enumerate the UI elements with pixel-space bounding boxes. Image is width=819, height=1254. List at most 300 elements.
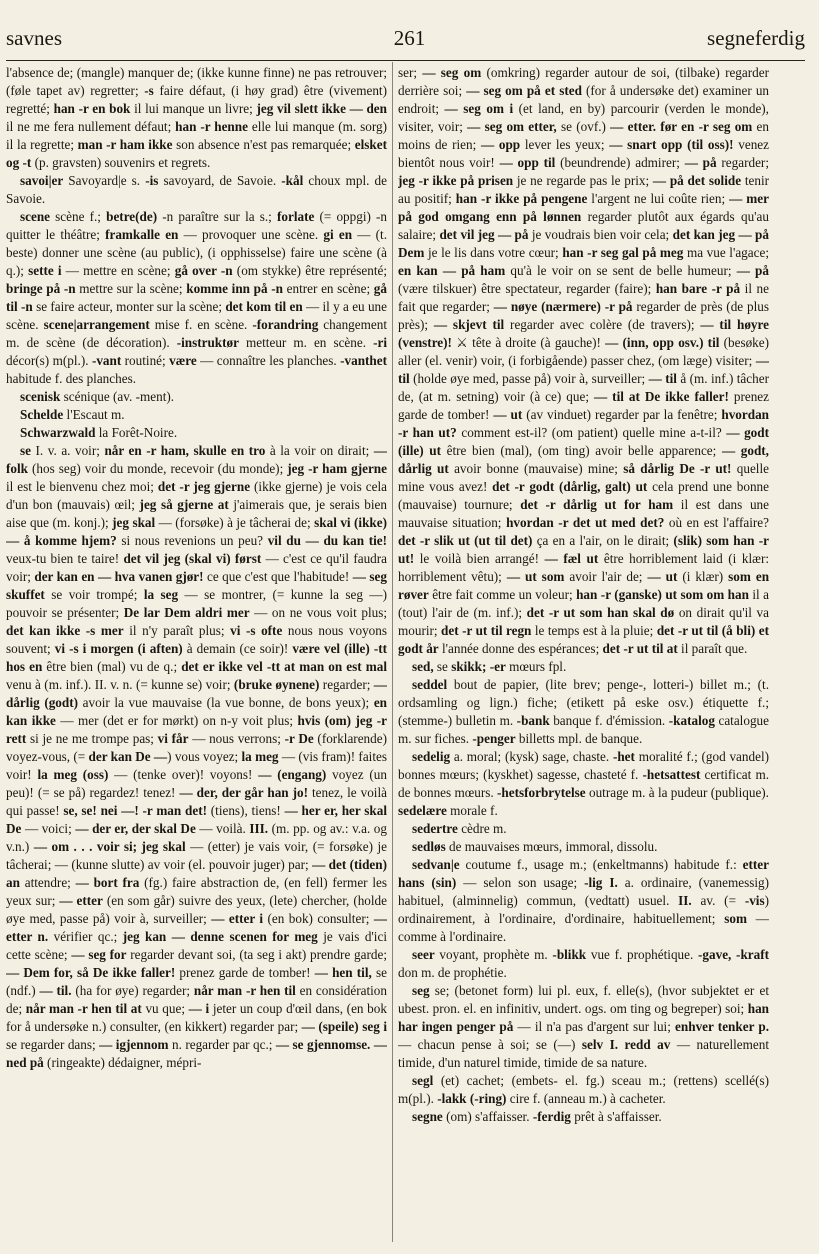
entry-text: scénique (av. -ment). bbox=[60, 389, 175, 404]
entry-text: à demain (ce soir)! bbox=[182, 641, 293, 656]
headword-phrase: når man -r hen til at bbox=[25, 1001, 142, 1016]
entry-text: avoir l'air de; bbox=[564, 569, 648, 584]
entry-text: mœurs fpl. bbox=[505, 659, 567, 674]
headword-phrase: Schwarzwald bbox=[20, 425, 96, 440]
entry-text: (om) s'affaisser. bbox=[442, 1109, 533, 1124]
headword-phrase: se, se! nei —! -r man det! bbox=[63, 803, 207, 818]
headword-phrase: — opp til bbox=[499, 155, 556, 170]
headword-phrase: bringe på -n bbox=[6, 281, 76, 296]
entry-text: la Forêt-Noire. bbox=[95, 425, 178, 440]
entry-text: — mettre en scène; bbox=[61, 263, 175, 278]
headword-phrase: så dårlig De -r ut! bbox=[623, 461, 732, 476]
entry-text: prêt à s'affaisser. bbox=[570, 1109, 662, 1124]
headword-phrase: han -r ikke på pengene bbox=[455, 191, 588, 206]
headword-phrase: — der er, der skal De bbox=[75, 821, 196, 836]
headword-phrase: — mer på god omgang enn på lønnen bbox=[398, 191, 769, 224]
headword-phrase: -r på bbox=[604, 299, 633, 314]
headword-phrase: segl bbox=[412, 1073, 434, 1088]
dictionary-entry bbox=[398, 946, 769, 982]
headword-phrase: hvis (om) jeg -r rett bbox=[6, 713, 387, 746]
entry-text: qu'à le voir on se sent de belle humeur; bbox=[505, 263, 737, 278]
entry-text: — (vis fram)! faites voir! bbox=[6, 749, 387, 782]
entry-text: regarder avec colère (de travers); bbox=[504, 317, 701, 332]
entry-text: — (tenke over)! voyons! bbox=[108, 767, 259, 782]
entry-text: il a (tout) l'air de (m. inf.); bbox=[398, 587, 769, 620]
entry-text: (for å undersøke det) examiner un endroit; bbox=[398, 83, 769, 116]
page-number: 261 bbox=[393, 26, 426, 50]
dictionary-entry bbox=[398, 64, 769, 658]
entry-text: où en est l'affaire? bbox=[664, 515, 769, 530]
entry-text: ⚔ tête à droite (à gauche)! bbox=[451, 335, 606, 350]
entry-text: être horriblement laid (i klær: horriblement vêtu); bbox=[398, 551, 769, 584]
entry-text: prenez garde de tomber! bbox=[398, 389, 769, 422]
headword-phrase: — snart opp (til oss)! bbox=[609, 137, 734, 152]
headword-phrase: — i bbox=[188, 1001, 210, 1016]
entry-text: metteur m. en scène. bbox=[238, 335, 374, 350]
headword-phrase: jeg -r ikke på prisen bbox=[398, 173, 514, 188]
entry-text: — comme à l'ordinaire. bbox=[398, 911, 769, 944]
headword-phrase: — seg skuffet bbox=[6, 569, 387, 602]
headword-phrase: — nøye (nærmere) bbox=[493, 299, 601, 314]
headword-phrase: komme inn på -n bbox=[186, 281, 283, 296]
headword-phrase: -s bbox=[144, 83, 154, 98]
entry-text: (være tilskuer) être spectateur, regarder (faire); bbox=[398, 281, 656, 296]
entry-text: son absence n'est pas remarquée; bbox=[172, 137, 355, 152]
entry-text: mise f. en scène. bbox=[149, 317, 253, 332]
dictionary-entry bbox=[398, 820, 769, 838]
entry-text: — naturellement timide, d'un naturel timide, timide de sa nature. bbox=[398, 1037, 769, 1070]
headword-phrase: — seg om etter, bbox=[467, 119, 557, 134]
headword-phrase: hvordan -r han ut? bbox=[398, 407, 769, 440]
headword-phrase: — fæl ut bbox=[544, 551, 599, 566]
dictionary-entry bbox=[6, 388, 387, 406]
entry-text: si je ne me trompe pas; bbox=[26, 731, 158, 746]
dictionary-entry bbox=[398, 658, 769, 676]
headword-phrase: -penger bbox=[472, 731, 516, 746]
entry-text: (holde øye med, passe på) voir à, surveiller; bbox=[409, 371, 649, 386]
headword-phrase: — godt, dårlig ut bbox=[398, 443, 769, 476]
entry-text: cire f. (anneau m.) à cacheter. bbox=[506, 1091, 666, 1106]
entry-text: décor(s) m(pl.). bbox=[6, 353, 92, 368]
entry-text: (beundrende) admirer; bbox=[555, 155, 685, 170]
entry-text: se voir trompé; bbox=[44, 587, 144, 602]
entry-text: avoir bonne (mauvaise) mine; bbox=[448, 461, 624, 476]
headword-phrase: sed, bbox=[412, 659, 434, 674]
entry-text: (p. gravsten) souvenirs et regrets. bbox=[31, 155, 211, 170]
headword-phrase: — hen til, bbox=[314, 965, 372, 980]
entry-text: (m. pp. og av.: v.a. og v.n.) bbox=[6, 821, 387, 854]
headword-phrase: -gave, -kraft bbox=[698, 947, 769, 962]
dictionary-entry bbox=[398, 676, 769, 748]
entry-text: n. regarder par qc.; bbox=[168, 1037, 276, 1052]
entry-text: — (etter) je vais voir, (= forsøke) je tâcherai; — (kunne slutte) av voir (el. pouvoir juger) par; bbox=[6, 839, 387, 872]
headword-phrase: -hetsforbrytelse bbox=[497, 785, 586, 800]
headword-phrase: (bruke øynene) bbox=[233, 677, 320, 692]
headword-phrase: -blikk bbox=[552, 947, 587, 962]
headword-phrase: -het bbox=[612, 749, 635, 764]
headword-phrase: en kan ikke bbox=[6, 695, 387, 728]
headword-phrase: — etter n. bbox=[6, 911, 387, 944]
entry-text: avoir la vue mauvaise (la vue bonne, de bons yeux); bbox=[78, 695, 374, 710]
entry-text: être fait comme un voleur; bbox=[428, 587, 577, 602]
headword-phrase: vi -s i morgen (i aften) bbox=[54, 641, 183, 656]
headword-phrase: — etter bbox=[59, 893, 103, 908]
headword-phrase: — om . . . voir si; jeg skal bbox=[33, 839, 186, 854]
entry-text: il paraît que. bbox=[677, 641, 748, 656]
entry-text: moralité f.; (god vandel) bonnes mœurs; (kyskhet) sagesse, chasteté f. bbox=[398, 749, 769, 782]
entry-text: nous nous voyons souvent; bbox=[6, 623, 387, 656]
headword-phrase: — til. bbox=[39, 983, 72, 998]
entry-text: regarder devant soi, (ta seg i akt) prendre garde; bbox=[126, 947, 387, 962]
entry-text: si nous revenions un peu? bbox=[116, 533, 268, 548]
entry-text: — chacun pense à soi; se (—) bbox=[398, 1037, 582, 1052]
headword-phrase: — bort fra bbox=[75, 875, 140, 890]
headword-phrase: han bare -r på bbox=[655, 281, 741, 296]
entry-text: comment est-il? (om patient) quelle mine a-t-il? bbox=[456, 425, 727, 440]
entry-text: voyant, prophète m. bbox=[434, 947, 553, 962]
headword-phrase: scenisk bbox=[20, 389, 61, 404]
entry-text: routiné; bbox=[121, 353, 170, 368]
entry-text: a. ordinaire, (vanemessig) habituel, (alminnelig) commun, (vedtatt) usuel. bbox=[398, 875, 769, 908]
entry-text: banque f. d'émission. bbox=[549, 713, 669, 728]
entry-text: (av vinduet) regarder par la fenêtre; bbox=[522, 407, 722, 422]
headword-phrase: jeg så gjerne at bbox=[139, 497, 229, 512]
entry-text: catalogue m. sur fiches. bbox=[398, 713, 769, 746]
headword-phrase: han har ingen penger på bbox=[398, 1001, 769, 1034]
entry-text: attendre; bbox=[19, 875, 76, 890]
entry-text: av. (= bbox=[691, 893, 745, 908]
entry-text: (en bok) consulter; bbox=[263, 911, 374, 926]
entry-text: — on ne vous voit plus; bbox=[249, 605, 387, 620]
headword-phrase: savoi|er bbox=[20, 173, 64, 188]
entry-text: je ne regarde pas le prix; bbox=[513, 173, 653, 188]
headword-phrase: det -r ut til regn bbox=[441, 623, 532, 638]
entry-text: — c'est ce qu'il faudra voir; bbox=[6, 551, 387, 584]
entry-text: — voilà. bbox=[195, 821, 250, 836]
headword-phrase: det -r ut som han skal dø bbox=[526, 605, 675, 620]
entry-text: changement m. de scène (de décoration). bbox=[6, 317, 387, 350]
entry-text: choux mpl. de Savoie. bbox=[6, 173, 387, 206]
entry-text: ) ordinairement, à l'ordinaire, d'ordinaire, habituellement; bbox=[398, 893, 769, 926]
headword-phrase: — på bbox=[736, 263, 769, 278]
entry-text: il ne me fera nullement défaut; bbox=[6, 119, 176, 134]
headword-phrase: skal vi (ikke) — å komme hjem? bbox=[6, 515, 387, 548]
entry-text: ser; bbox=[398, 65, 423, 80]
entry-text: je le lis dans votre cœur; bbox=[424, 245, 563, 260]
entry-text: en considération de; bbox=[6, 983, 387, 1016]
headword-phrase: gå til -n bbox=[6, 281, 387, 314]
right-guide-word: segneferdig bbox=[707, 26, 805, 50]
headword-phrase: selv I. redd av bbox=[581, 1037, 671, 1052]
entry-text: don m. de prophétie. bbox=[398, 965, 507, 980]
headword-phrase: han -r seg gal på meg bbox=[562, 245, 684, 260]
entry-text: l'argent ne lui coûte rien; bbox=[587, 191, 730, 206]
headword-phrase: -ferdig bbox=[532, 1109, 571, 1124]
entry-text: regarder plutôt aux égards qu'au salaire; bbox=[398, 209, 769, 242]
headword-phrase: gi en bbox=[323, 227, 353, 242]
column-divider bbox=[392, 62, 393, 1242]
headword-phrase: la seg bbox=[143, 587, 179, 602]
headword-phrase: — der, der går han jo! bbox=[179, 785, 308, 800]
entry-text: jeter un coup d'œil dans, (en bok for å undersøke n.) consulter, (en kikkert) regarder par; bbox=[6, 1001, 387, 1034]
headword-phrase: jeg kan — denne scenen for meg bbox=[122, 929, 318, 944]
dictionary-entry bbox=[6, 406, 387, 424]
entry-text: — (t. beste) donner une scène (au public), (i opphisselse) faire une scène (à q.); bbox=[6, 227, 387, 278]
entry-text: cela prend une bonne (mauvaise) tournure; bbox=[398, 479, 769, 512]
entry-text: le temps est à la pluie; bbox=[531, 623, 657, 638]
headword-phrase: De lar Dem aldri mer bbox=[123, 605, 250, 620]
entry-text: le voilà bien arrangé! bbox=[414, 551, 545, 566]
headword-phrase: som bbox=[724, 911, 747, 926]
headword-phrase: vil du — du kan tie! bbox=[267, 533, 387, 548]
headword-phrase: forlate bbox=[276, 209, 315, 224]
headword-phrase: man -r ham ikke bbox=[77, 137, 173, 152]
entry-text: quelle mine vous avez! bbox=[398, 461, 769, 494]
headword-phrase: — til bbox=[648, 371, 677, 386]
headword-phrase: det -r ut til at bbox=[602, 641, 678, 656]
dictionary-entry bbox=[398, 982, 769, 1072]
left-guide-word: savnes bbox=[6, 26, 62, 50]
headword-phrase: -vis bbox=[744, 893, 765, 908]
entry-text: se (ovf.) bbox=[556, 119, 611, 134]
headword-phrase: betre(de) bbox=[106, 209, 158, 224]
headword-phrase: -r De bbox=[284, 731, 314, 746]
entry-text: (om stykke) être représenté; bbox=[232, 263, 387, 278]
dictionary-entry bbox=[6, 208, 387, 388]
entry-text: — selon son usage; bbox=[456, 875, 585, 890]
headword-phrase: — (speile) seg i bbox=[301, 1019, 387, 1034]
entry-text: — voici; bbox=[21, 821, 76, 836]
headword-phrase: sedløs bbox=[412, 839, 446, 854]
headword-phrase: være bbox=[169, 353, 197, 368]
headword-phrase: — Dem for, så De ikke faller! bbox=[6, 965, 176, 980]
entry-text: habitude f. des planches. bbox=[6, 371, 137, 386]
entry-text: mettre sur la scène; bbox=[75, 281, 187, 296]
headword-phrase: framkalle en bbox=[105, 227, 179, 242]
headword-phrase: det -r dårlig ut for ham bbox=[520, 497, 674, 512]
entry-text: — mer (det er for mørkt) on n-y voit plus; bbox=[55, 713, 298, 728]
headword-phrase: — seg om bbox=[422, 65, 482, 80]
headword-phrase: seddel bbox=[412, 677, 448, 692]
entry-text: — provoquer une scène. bbox=[178, 227, 324, 242]
entry-text: se; (betonet form) lui pl. eux, f. elle(s), (hvor subjektet er et ubest. pron. el. en infinitiv, undert. ogs. om ting og begreper) soi; bbox=[398, 983, 769, 1016]
headword-phrase: -bank bbox=[516, 713, 550, 728]
entry-text: venu à (m. inf.). II. v. n. (= kunne se) voir; bbox=[6, 677, 234, 692]
headword-phrase: være vel (ille) -tt hos en bbox=[6, 641, 387, 674]
headword-phrase: — på det solide bbox=[652, 173, 742, 188]
entry-text: (et) cachet; (embets- el. fg.) sceau m.; (rettens) scellé(s) m(pl.). bbox=[398, 1073, 769, 1106]
headword-phrase: -instruktør bbox=[176, 335, 239, 350]
headword-phrase: sette i bbox=[28, 263, 62, 278]
entry-text: l'absence de; (mangle) manquer de; (ikke kunne finne) ne pas retrouver; (føle tapet av) regretter; bbox=[6, 65, 387, 98]
headword-phrase: — til at De ikke faller! bbox=[593, 389, 729, 404]
headword-phrase: etter hans (sin) bbox=[398, 857, 769, 890]
entry-text: en moins de rien; bbox=[398, 119, 769, 152]
headword-phrase: — ut bbox=[647, 569, 678, 584]
entry-text: (besøke) aller (el. venir) voir, (i forbigående) passer chez, (om læge) visiter; bbox=[398, 335, 769, 368]
headword-phrase: segne bbox=[412, 1109, 443, 1124]
entry-text: (fg.) faire abstraction de, (en fell) fermer les yeux sur; bbox=[6, 875, 387, 908]
left-column bbox=[6, 64, 387, 1244]
entry-text: å (m. inf.) tâcher de, (at m. setning) voir (à ce) que; bbox=[398, 371, 769, 404]
headword-phrase: — det (tiden) an bbox=[6, 857, 387, 890]
headword-phrase: — etter. før en -r seg om bbox=[610, 119, 753, 134]
entry-text: Savoyard|e s. bbox=[63, 173, 146, 188]
entry-text: il est dans une mauvaise situation; bbox=[398, 497, 769, 530]
entry-text: ce que c'est que l'habitude! bbox=[203, 569, 353, 584]
headword-phrase: -forandring bbox=[252, 317, 319, 332]
headword-phrase: -vanthet bbox=[340, 353, 387, 368]
entry-text: — connaître les planches. bbox=[196, 353, 341, 368]
headword-phrase: det -r godt (dårlig, galt) ut bbox=[492, 479, 648, 494]
entry-text: vérifier qc.; bbox=[48, 929, 123, 944]
entry-text: l'Escaut m. bbox=[63, 407, 125, 422]
entry-text: (ha for øye) regarder; bbox=[71, 983, 194, 998]
entry-text: il est le bienvenu chez moi; bbox=[6, 479, 158, 494]
headword-phrase: det kan ikke -s mer bbox=[6, 623, 124, 638]
entry-text: être bien (mal) vu de q.; bbox=[42, 659, 182, 674]
headword-phrase: — godt (ille) ut bbox=[398, 425, 769, 458]
headword-phrase: seg bbox=[412, 983, 430, 998]
entry-text: tenir au positif; bbox=[398, 173, 769, 206]
headword-phrase: det -r slik ut (ut til det) bbox=[398, 533, 533, 548]
entry-text: elle lui manque (m. sorg) il la regrette; bbox=[6, 119, 387, 152]
headword-phrase: III. bbox=[249, 821, 269, 836]
headword-phrase: — dårlig (godt) bbox=[6, 677, 387, 710]
entry-text: venez bientôt nous voir! bbox=[398, 137, 769, 170]
entry-text: (i klær) bbox=[677, 569, 729, 584]
headword-phrase: det -r ut til (å bli) et godt år bbox=[398, 623, 769, 656]
headword-phrase: — (inn, opp osv.) til bbox=[605, 335, 720, 350]
entry-text: se faire acteur, monter sur la scène; bbox=[32, 299, 226, 314]
entry-text: on dirait qu'il va mourir; bbox=[398, 605, 769, 638]
entry-text: se regarder dans; bbox=[6, 1037, 100, 1052]
headword-phrase: — (engang) bbox=[258, 767, 327, 782]
entry-text: voyez (un peu)! (= se på) regardez! tenez! bbox=[6, 767, 387, 800]
headword-phrase: — seg om i bbox=[444, 101, 514, 116]
entry-text: billetts mpl. de banque. bbox=[515, 731, 643, 746]
headword-phrase: vi får bbox=[157, 731, 189, 746]
headword-phrase: der kan en — hva vanen gjør! bbox=[34, 569, 204, 584]
entry-text: faire défaut, (i høy grad) être (vivement) regretté; bbox=[6, 83, 387, 116]
headword-phrase: -lig I. bbox=[584, 875, 618, 890]
entry-text: de mauvaises mœurs, immoral, dissolu. bbox=[445, 839, 658, 854]
dictionary-entry bbox=[398, 1072, 769, 1108]
headword-phrase: -lakk (-ring) bbox=[437, 1091, 507, 1106]
entry-text: l'année donne des espérances; bbox=[438, 641, 603, 656]
entry-text: — il y a eu une scène. bbox=[6, 299, 387, 332]
headword-phrase: — skjevt til bbox=[433, 317, 505, 332]
headword-phrase: sedvan|e bbox=[412, 857, 460, 872]
headword-phrase: han -r en bok bbox=[53, 101, 131, 116]
headword-phrase: elsket og -t bbox=[6, 137, 387, 170]
entry-text: (ikke gjerne) je vois cela d'un bon (mauvais) œil; bbox=[6, 479, 387, 512]
headword-phrase: det vil jeg (skal vi) først bbox=[123, 551, 262, 566]
headword-phrase: — seg for bbox=[71, 947, 127, 962]
headword-phrase: sedelig bbox=[412, 749, 451, 764]
headword-phrase: -katalog bbox=[668, 713, 715, 728]
headword-phrase: II. bbox=[678, 893, 692, 908]
entry-text: — il n'a pas d'argent sur lui; bbox=[513, 1019, 676, 1034]
headword-phrase: -is bbox=[145, 173, 159, 188]
headword-phrase: — ut bbox=[493, 407, 523, 422]
headword-phrase: se bbox=[20, 443, 31, 458]
entry-text: bout de papier, (lite brev; penge-, lotteri-) billet m.; (t. ordsamling og lign.) fiche; (etikett på eske osv.) étiquette f.; (stemme-) bulletin m. bbox=[398, 677, 769, 728]
entry-text: regarder de près (de plus près); bbox=[398, 299, 769, 332]
entry-text: veux-tu bien te taire! bbox=[6, 551, 124, 566]
entry-text: I. v. a. voir; bbox=[31, 443, 105, 458]
headword-phrase: (slik) som han -r ut! bbox=[398, 533, 769, 566]
entry-text: coutume f., usage m.; (enkeltmanns) habitude f.: bbox=[459, 857, 743, 872]
headword-phrase: Schelde bbox=[20, 407, 64, 422]
dictionary-entry bbox=[398, 1108, 769, 1126]
entry-text: entrer en scène; bbox=[282, 281, 374, 296]
entry-text: (hos seg) voir du monde, recevoir (du monde); bbox=[27, 461, 288, 476]
entry-text: — (forsøke) à je tâcherai de; bbox=[155, 515, 315, 530]
entry-text: il lui manque un livre; bbox=[130, 101, 257, 116]
entry-text: (en som går) suivre des yeux, (lete) chercher, (holde øye med, passe på) voir à, surveiller; bbox=[6, 893, 387, 926]
headword-phrase: la meg (oss) bbox=[37, 767, 109, 782]
dictionary-entry bbox=[398, 856, 769, 946]
entry-text: ça en a l'air, on le dirait; bbox=[532, 533, 674, 548]
headword-phrase: — opp bbox=[480, 137, 521, 152]
headword-phrase: det vil jeg — på bbox=[439, 227, 529, 242]
entry-text: (et land, en by) parcourir (verden le monde), visiter, voir; bbox=[398, 101, 769, 134]
headword-phrase: jeg vil slett ikke — den bbox=[256, 101, 387, 116]
headword-phrase: la meg bbox=[241, 749, 279, 764]
headword-phrase: — folk bbox=[6, 443, 387, 476]
headword-phrase: scene|arrangement bbox=[43, 317, 150, 332]
headword-phrase: når man -r hen til bbox=[193, 983, 296, 998]
page-header bbox=[0, 18, 819, 60]
entry-text: (omkring) regarder autour de soi, (tilbake) regarder derrière soi; bbox=[398, 65, 769, 98]
entry-text: regarder; bbox=[716, 155, 769, 170]
entry-text: être bien (mal), (om ting) avoir belle apparence; bbox=[440, 443, 722, 458]
entry-text: tenez, le voilà qui passe! bbox=[6, 785, 387, 818]
entry-text: a. moral; (kysk) sage, chaste. bbox=[450, 749, 613, 764]
headword-phrase: sedertre bbox=[412, 821, 458, 836]
headword-phrase: han -r (ganske) ut som om han bbox=[576, 587, 749, 602]
dictionary-entry bbox=[6, 442, 387, 1072]
headword-phrase: når en -r ham, skulle en tro bbox=[104, 443, 266, 458]
entry-text: savoyard, de Savoie. bbox=[158, 173, 282, 188]
headword-phrase: — på bbox=[684, 155, 717, 170]
entry-text: outrage m. à la pudeur (publique). bbox=[585, 785, 769, 800]
headword-phrase: han -r henne bbox=[175, 119, 248, 134]
headword-phrase: — igjennom bbox=[99, 1037, 169, 1052]
headword-phrase: — ned på bbox=[6, 1037, 387, 1070]
entry-text: à la voir on dirait; bbox=[265, 443, 374, 458]
entry-text: je vais d'ici cette scène; bbox=[6, 929, 387, 962]
entry-text: morale f. bbox=[446, 803, 498, 818]
entry-text: je voudrais bien voir cela; bbox=[528, 227, 673, 242]
headword-phrase: — ut som bbox=[506, 569, 565, 584]
entry-text: cèdre m. bbox=[457, 821, 507, 836]
header-rule bbox=[6, 60, 805, 61]
entry-text: (forklarende) voyez-vous, (= bbox=[6, 731, 387, 764]
headword-phrase: -vant bbox=[91, 353, 122, 368]
headword-phrase: -ri bbox=[373, 335, 387, 350]
headword-phrase: det -r jeg gjerne bbox=[157, 479, 251, 494]
headword-phrase: gå over -n bbox=[174, 263, 233, 278]
headword-phrase: vi -s ofte bbox=[230, 623, 283, 638]
entry-text: -n paraître sur la s.; bbox=[157, 209, 277, 224]
entry-text: regarder; bbox=[319, 677, 374, 692]
entry-text: — nous verrons; bbox=[188, 731, 285, 746]
dictionary-entry bbox=[398, 838, 769, 856]
headword-phrase: jeg skal bbox=[112, 515, 156, 530]
headword-phrase: det kom til en bbox=[225, 299, 303, 314]
